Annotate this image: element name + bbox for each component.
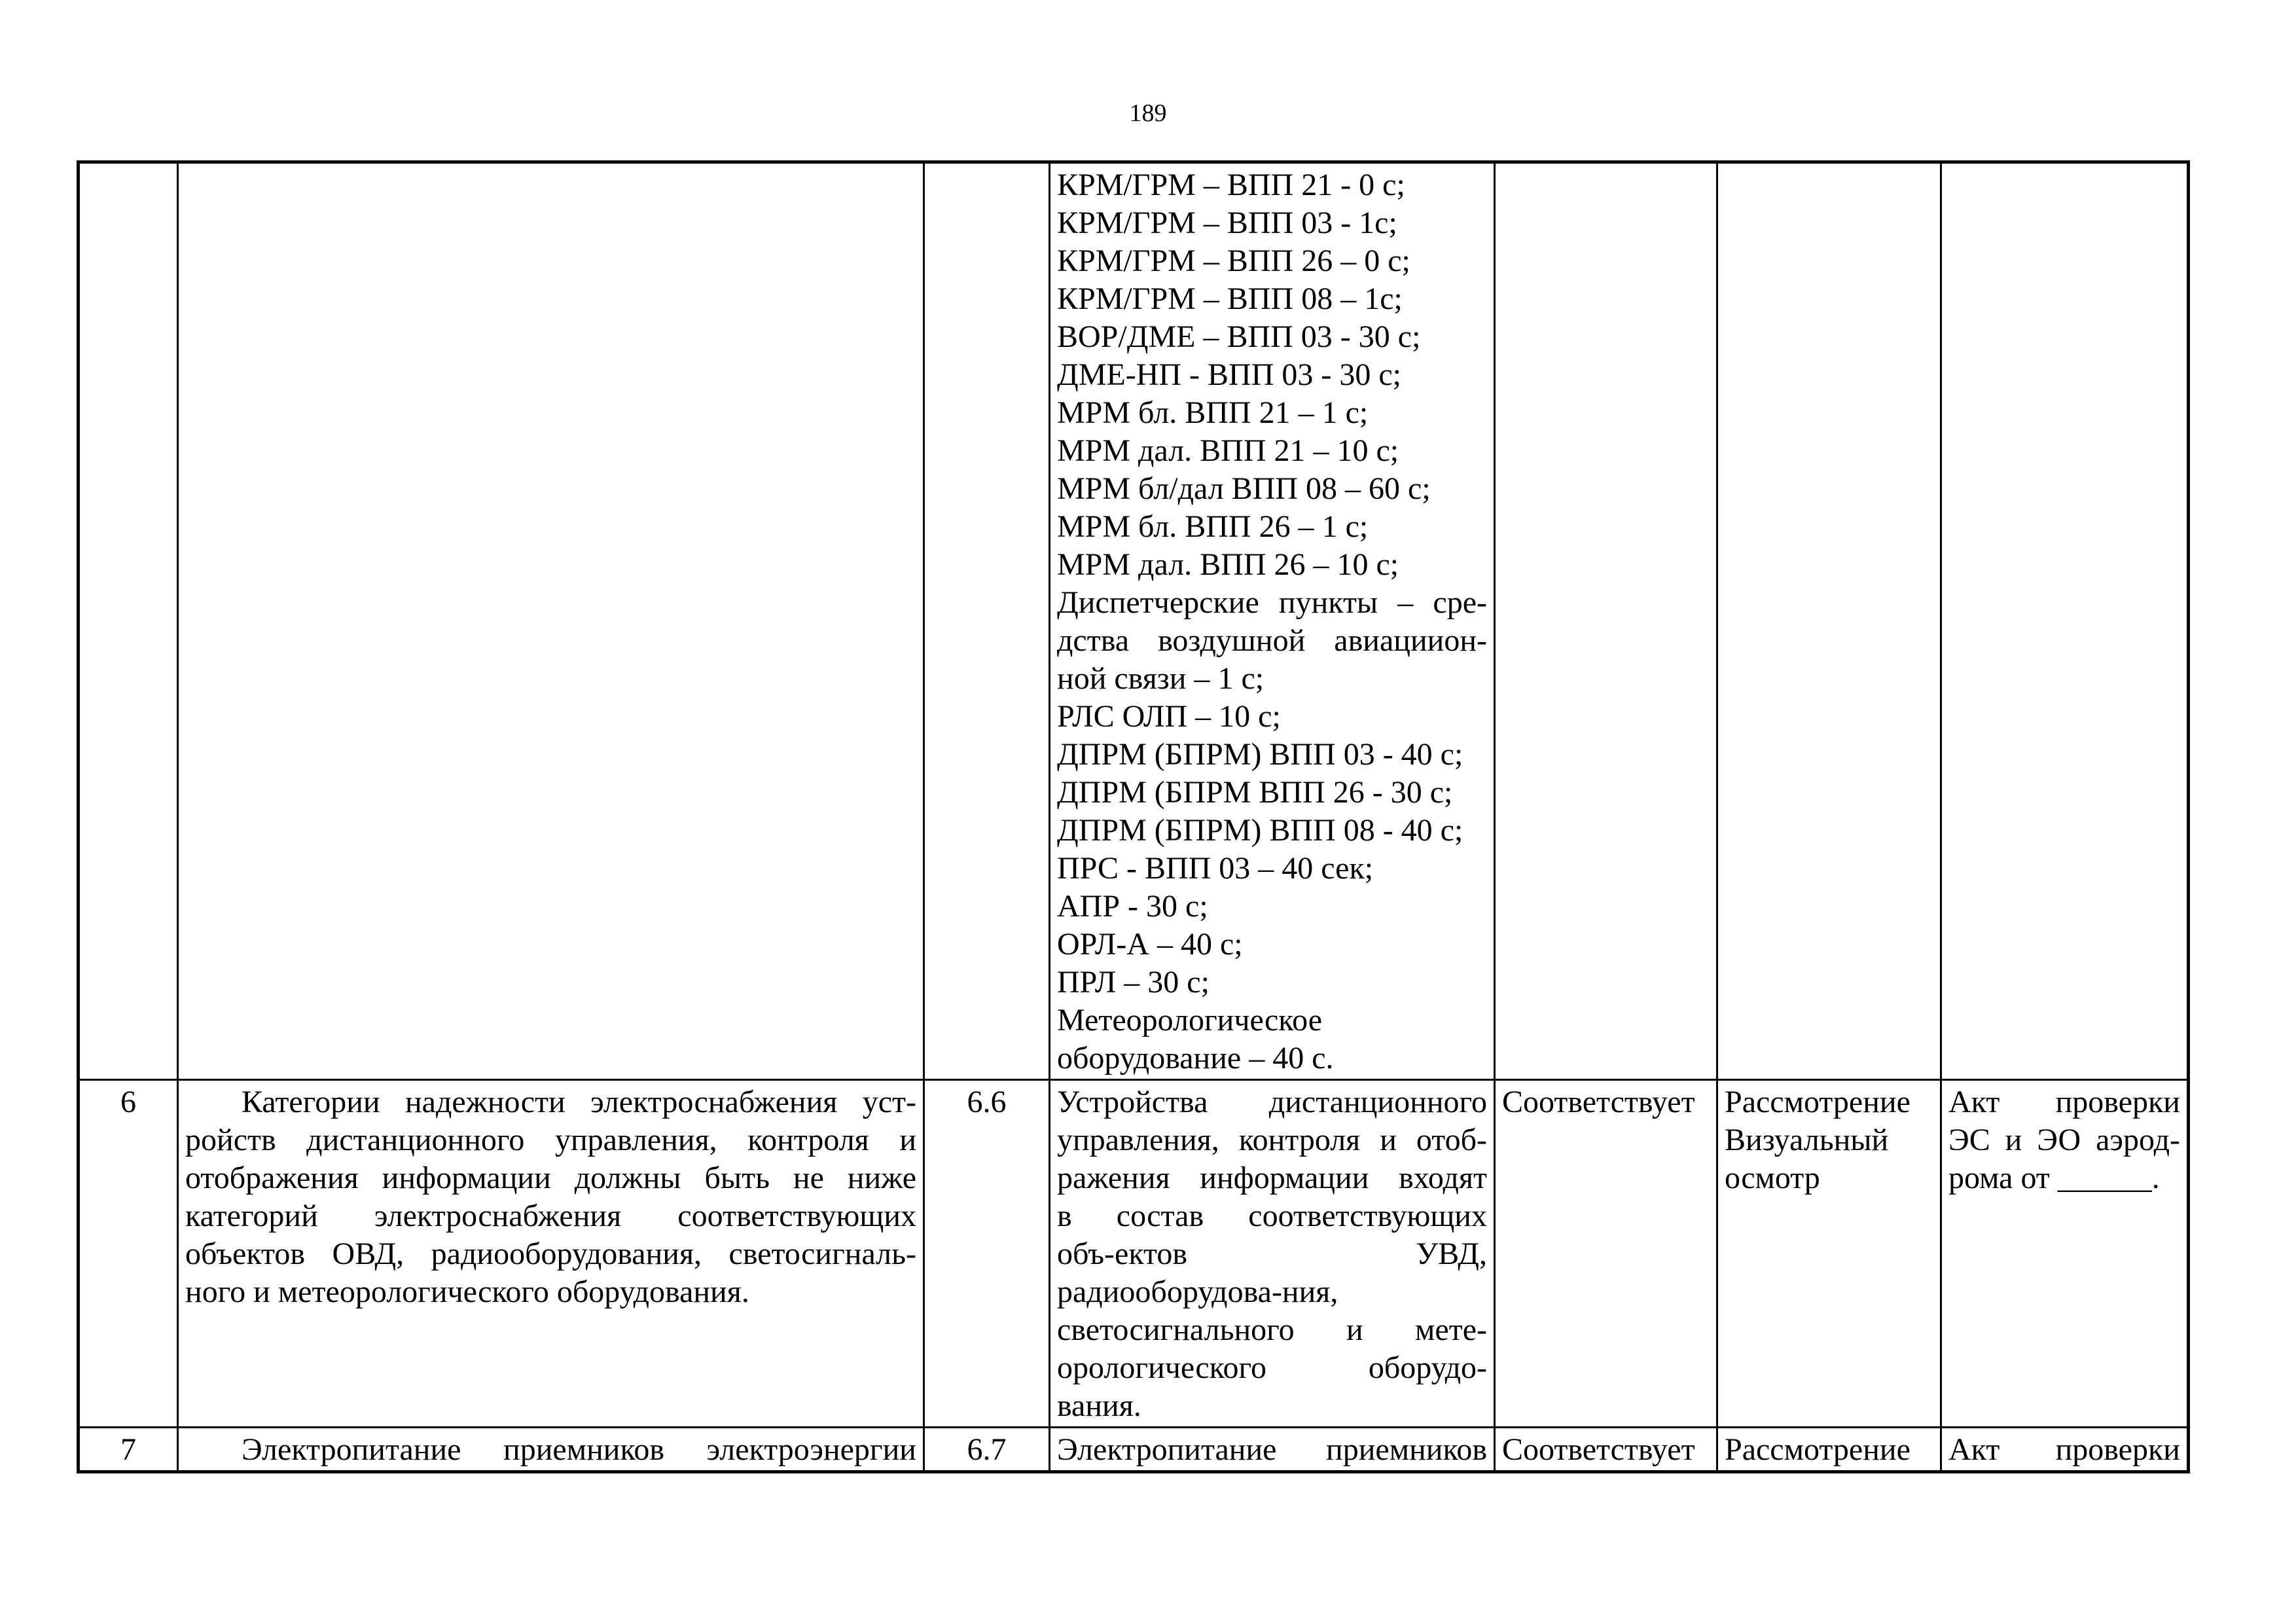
evidence-line: вания. bbox=[1057, 1388, 1141, 1423]
requirement-line: Категории надежности электроснабжения уст- bbox=[242, 1085, 916, 1119]
requirement-cell bbox=[178, 162, 924, 1080]
row-number-cell: 7 bbox=[79, 1428, 178, 1472]
method-line: Визуальный bbox=[1725, 1123, 1889, 1157]
document-line: рома от ______. bbox=[1948, 1161, 2160, 1195]
evidence-line: МРМ бл. ВПП 26 – 1 с; bbox=[1057, 509, 1369, 544]
result-cell bbox=[1495, 162, 1717, 1080]
evidence-line: объ-ектов УВД, bbox=[1057, 1236, 1487, 1271]
result-cell: Соответствует bbox=[1495, 1080, 1717, 1428]
method-line: Рассмотрение bbox=[1725, 1085, 1910, 1119]
requirement-line: ройств дистанционного управления, контроля и bbox=[185, 1123, 916, 1157]
requirement-line: категорий электроснабжения соответствующих bbox=[185, 1199, 916, 1233]
evidence-line: МРМ дал. ВПП 26 – 10 с; bbox=[1057, 547, 1399, 582]
reference-cell: 6.7 bbox=[924, 1428, 1050, 1472]
method-line: Рассмотрение bbox=[1725, 1432, 1910, 1467]
evidence-line: дства воздушной авиациион- bbox=[1057, 623, 1487, 658]
evidence-line: МРМ бл. ВПП 21 – 1 с; bbox=[1057, 395, 1369, 430]
compliance-table bbox=[77, 160, 2190, 1473]
evidence-line: Метеорологическое bbox=[1057, 1003, 1323, 1038]
evidence-line: ДПРМ (БПРМ ВПП 26 - 30 с; bbox=[1057, 775, 1453, 810]
evidence-line: КРМ/ГРМ – ВПП 03 - 1с; bbox=[1057, 206, 1397, 240]
page-number: 189 bbox=[1129, 99, 1167, 127]
evidence-cell bbox=[1050, 162, 1495, 1080]
evidence-line: ДМЕ-НП - ВПП 03 - 30 с; bbox=[1057, 357, 1402, 392]
reference-cell bbox=[924, 162, 1050, 1080]
result-cell: Соответствует bbox=[1495, 1428, 1717, 1472]
evidence-line: оборудование – 40 с. bbox=[1057, 1041, 1334, 1075]
evidence-line: ПРС - ВПП 03 – 40 сек; bbox=[1057, 851, 1374, 886]
table-row bbox=[79, 162, 2189, 1080]
method-line: осмотр bbox=[1725, 1161, 1820, 1195]
evidence-line: ражения информации входят bbox=[1057, 1161, 1487, 1195]
evidence-line: КРМ/ГРМ – ВПП 21 - 0 с; bbox=[1057, 168, 1405, 202]
method-cell bbox=[1717, 162, 1941, 1080]
evidence-line: светосигнального и мете- bbox=[1057, 1312, 1487, 1347]
requirement-line: ного и метеорологического оборудования. bbox=[185, 1274, 749, 1309]
evidence-line: МРМ бл/дал ВПП 08 – 60 с; bbox=[1057, 471, 1431, 506]
evidence-line: ВОР/ДМЕ – ВПП 03 - 30 с; bbox=[1057, 319, 1421, 354]
evidence-line: КРМ/ГРМ – ВПП 08 – 1с; bbox=[1057, 281, 1403, 316]
requirement-line: объектов ОВД, радиооборудования, светосигналь- bbox=[185, 1236, 916, 1271]
evidence-line: АПР - 30 с; bbox=[1057, 889, 1208, 924]
document-line: Акт проверки bbox=[1948, 1085, 2180, 1119]
evidence-line: ДПРМ (БПРМ) ВПП 08 - 40 с; bbox=[1057, 813, 1463, 848]
requirement-line: отображения информации должны быть не ниже bbox=[185, 1161, 916, 1195]
table-row bbox=[79, 1080, 2189, 1428]
method-cell bbox=[1717, 1428, 1941, 1472]
evidence-line: КРМ/ГРМ – ВПП 26 – 0 с; bbox=[1057, 244, 1410, 278]
document-cell bbox=[1941, 1080, 2189, 1428]
document-line: ЭС и ЭО аэрод- bbox=[1948, 1123, 2180, 1157]
evidence-line: Диспетчерские пункты – сре- bbox=[1057, 585, 1487, 620]
method-cell bbox=[1717, 1080, 1941, 1428]
evidence-line: РЛС ОЛП – 10 с; bbox=[1057, 699, 1281, 734]
evidence-line: орологического оборудо- bbox=[1057, 1350, 1487, 1385]
evidence-cell bbox=[1050, 1428, 1495, 1472]
row-number-cell bbox=[79, 162, 178, 1080]
table-row bbox=[79, 1428, 2189, 1472]
document-cell bbox=[1941, 162, 2189, 1080]
evidence-cell bbox=[1050, 1080, 1495, 1428]
evidence-line: радиооборудова-ния, bbox=[1057, 1274, 1338, 1309]
evidence-line: ПРЛ – 30 с; bbox=[1057, 965, 1210, 1000]
evidence-line: Электропитание приемников bbox=[1057, 1432, 1487, 1467]
evidence-line: ОРЛ-А – 40 с; bbox=[1057, 927, 1243, 962]
evidence-line: ной связи – 1 с; bbox=[1057, 661, 1265, 696]
reference-cell: 6.6 bbox=[924, 1080, 1050, 1428]
evidence-line: МРМ дал. ВПП 21 – 10 с; bbox=[1057, 433, 1399, 468]
evidence-line: в состав соответствующих bbox=[1057, 1199, 1487, 1233]
document-line: Акт проверки bbox=[1948, 1432, 2180, 1467]
document-cell bbox=[1941, 1428, 2189, 1472]
requirement-cell bbox=[178, 1080, 924, 1428]
evidence-line: Устройства дистанционного bbox=[1057, 1085, 1487, 1119]
requirement-cell bbox=[178, 1428, 924, 1472]
evidence-line: ДПРМ (БПРМ) ВПП 03 - 40 с; bbox=[1057, 737, 1463, 772]
requirement-line: Электропитание приемников электроэнергии bbox=[242, 1432, 916, 1467]
evidence-line: управления, контроля и отоб- bbox=[1057, 1123, 1487, 1157]
row-number-cell: 6 bbox=[79, 1080, 178, 1428]
